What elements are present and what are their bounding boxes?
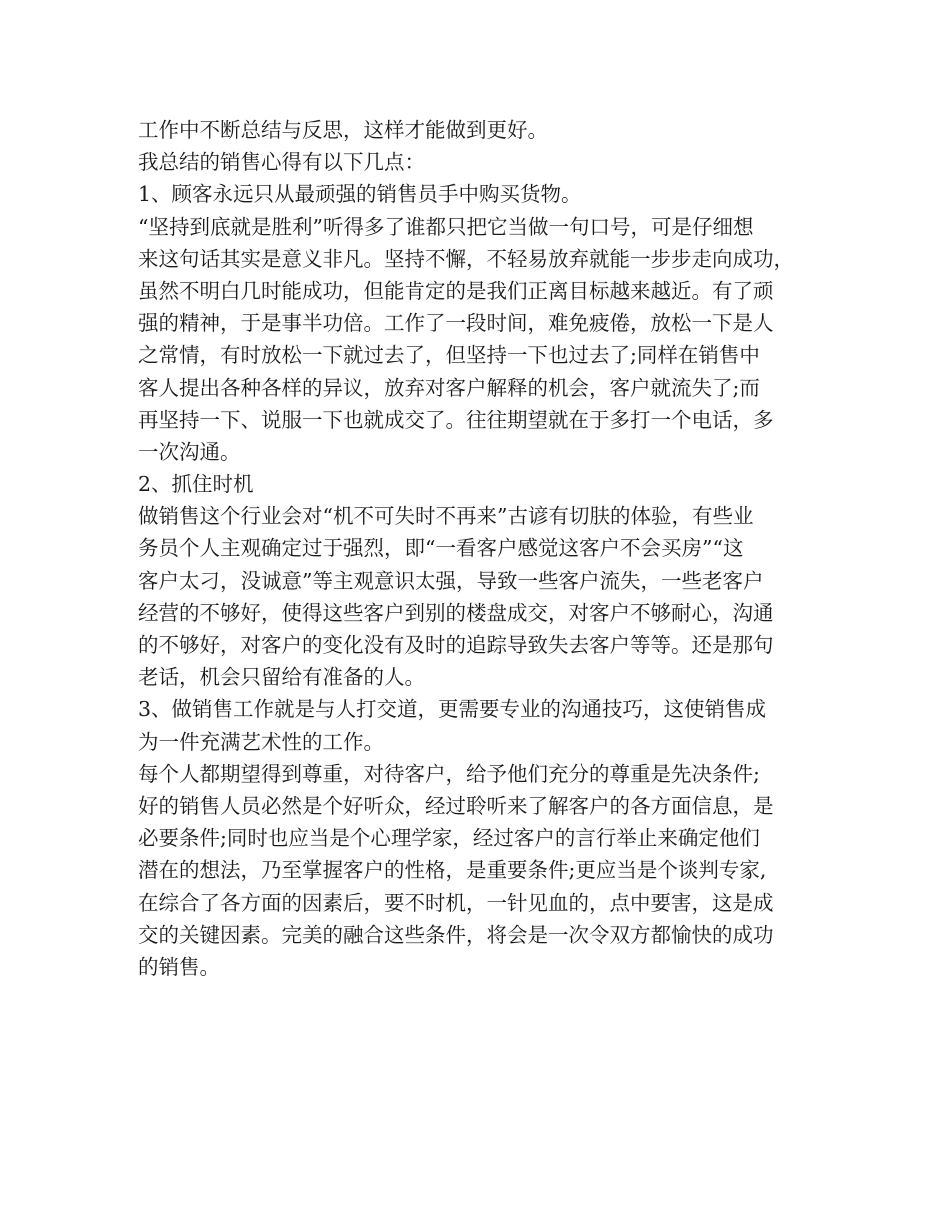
text-line: 客人提出各种各样的异议，放弃对客户解释的机会，客户就流失了;而 [138, 375, 760, 400]
text-line: 1、顾客永远只从最顽强的销售员手中购买货物。 [138, 182, 582, 207]
text-line: 好的销售人员必然是个好听众，经过聆听来了解客户的各方面信息，是 [138, 793, 774, 818]
body-text [138, 114, 828, 983]
text-line: 每个人都期望得到尊重，对待客户，给予他们充分的尊重是先决条件; [138, 761, 760, 786]
text-line: 经营的不够好，使得这些客户到别的楼盘成交，对客户不够耐心，沟通 [138, 600, 774, 625]
text-line: 工作中不断总结与反思，这样才能做到更好。 [138, 118, 548, 142]
text-line: 在综合了各方面的因素后，要不时机，一针见血的，点中要害，这是成 [138, 890, 774, 915]
text-line: 之常情，有时放松一下就过去了，但坚持一下也过去了;同样在销售中 [138, 343, 760, 368]
text-line: 3、做销售工作就是与人打交道，更需要专业的沟通技巧，这使销售成 [138, 697, 767, 722]
text-line: 务员个人主观确定过于强烈，即“一看客户感觉这客户不会买房”“这 [138, 536, 744, 561]
text-line: “坚持到底就是胜利”听得多了谁都只把它当做一句口号，可是仔细想 [138, 214, 754, 239]
text-line: 来这句话其实是意义非凡。坚持不懈，不轻易放弃就能一步步走向成功， [138, 246, 794, 271]
text-line: 强的精神，于是事半功倍。工作了一段时间，难免疲倦，放松一下是人 [138, 311, 774, 336]
text-line: 老话，机会只留给有准备的人。 [138, 665, 425, 690]
text-line: 虽然不明白几时能成功，但能肯定的是我们正离目标越来越近。有了顽 [138, 278, 774, 303]
text-line: 做销售这个行业会对“机不可失时不再来”古谚有切肤的体验，有些业 [138, 504, 754, 529]
text-line: 潜在的想法，乃至掌握客户的性格，是重要条件;更应当是个谈判专家, [138, 858, 767, 883]
text-line: 2、抓住时机 [138, 472, 254, 497]
text-line: 再坚持一下、说服一下也就成交了。往往期望就在于多打一个电话，多 [138, 407, 774, 432]
text-line: 的销售。 [138, 954, 220, 979]
text-line: 为一件充满艺术性的工作。 [138, 729, 384, 754]
text-line: 客户太刁，没诚意”等主观意识太强，导致一些客户流失，一些老客户 [138, 568, 764, 593]
text-line: 我总结的销售心得有以下几点： [138, 150, 425, 175]
text-line: 必要条件;同时也应当是个心理学家，经过客户的言行举止来确定他们 [138, 826, 760, 851]
text-line: 交的关键因素。完美的融合这些条件，将会是一次令双方都愉快的成功 [138, 922, 774, 947]
text-line: 的不够好，对客户的变化没有及时的追踪导致失去客户等等。还是那句 [138, 633, 774, 657]
text-line: 一次沟通。 [138, 439, 241, 464]
